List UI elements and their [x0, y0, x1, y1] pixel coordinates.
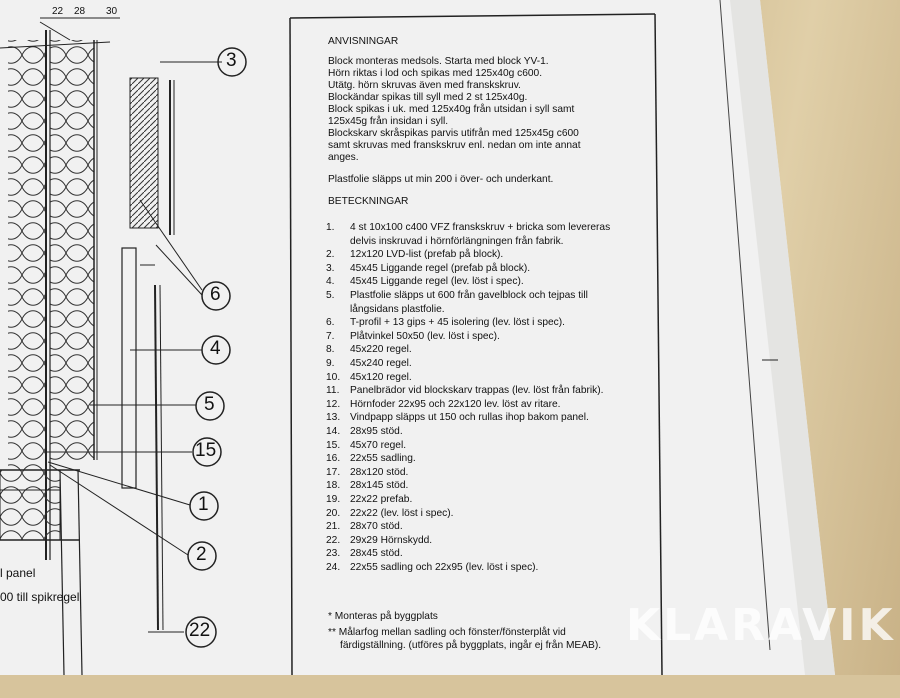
item-number: 6. — [326, 317, 335, 329]
instruction-line: Hörn riktas i lod och spikas med 125x40g c600. — [328, 68, 543, 79]
drawing-label: l panel — [0, 566, 36, 580]
item-text: Plåtvinkel 50x50 (lev. löst i spec). — [350, 330, 500, 342]
callout-number: 2 — [196, 544, 207, 565]
dimension-label: 28 — [74, 6, 86, 17]
heading-beteckningar: BETECKNINGAR — [328, 196, 409, 207]
list-item — [326, 562, 538, 575]
instruction-line: samt skruvas med franskskruv enl. nedan om inte annat — [328, 140, 581, 151]
list-item — [326, 276, 524, 289]
item-text: 28x70 stöd. — [350, 521, 403, 533]
item-number: 7. — [326, 330, 335, 342]
heading-anvisningar: ANVISNINGAR — [328, 36, 399, 47]
item-number: 23. — [326, 548, 341, 560]
item-text: 45x240 regel. — [350, 358, 412, 369]
list-item — [326, 222, 610, 235]
item-text: 4 st 10x100 c400 VFZ franskskruv + bricka som levereras — [350, 222, 611, 233]
footnote: färdigställning. (utföres på byggplats, ingår ej från MEAB). — [340, 640, 602, 651]
instruction-line: Blockändar spikas till syll med 2 st 125x40g. — [328, 92, 528, 103]
list-item — [326, 290, 588, 303]
item-text: 29x29 Hörnskydd. — [350, 534, 433, 546]
item-number: 14. — [326, 426, 341, 437]
item-text: 28x145 stöd. — [350, 480, 409, 492]
list-item — [326, 344, 412, 357]
item-text: 22x22 (lev. löst i spec). — [350, 507, 454, 519]
item-text: 22x55 sadling. — [350, 453, 416, 465]
callout-number: 4 — [210, 338, 221, 359]
item-number: 22. — [326, 534, 341, 546]
drawing-label: 00 till spikregel — [0, 590, 80, 604]
item-text: 28x95 stöd. — [350, 426, 403, 437]
dimension-label: 22 — [52, 6, 64, 17]
footnote: ** Målarfog mellan sadling och fönster/fönsterplåt vid — [328, 627, 566, 638]
item-text: långsidans plastfolie. — [350, 303, 445, 315]
item-number: 1. — [326, 222, 335, 233]
footnote: * Monteras på byggplats — [328, 611, 438, 622]
item-number: 15. — [326, 439, 341, 451]
item-number: 5. — [326, 290, 335, 301]
callout-number: 22 — [189, 620, 211, 641]
callout-number: 5 — [204, 394, 215, 415]
item-number: 21. — [326, 521, 341, 533]
item-number: 18. — [326, 480, 341, 492]
watermark-logo: KLARAVIK — [626, 600, 896, 651]
item-text: Hörnfoder 22x95 och 22x120 lev. löst av ritare. — [350, 398, 561, 410]
callout-number: 3 — [226, 50, 237, 71]
list-item — [326, 385, 603, 398]
list-item — [326, 399, 560, 412]
list-item — [326, 494, 412, 507]
list-item — [326, 358, 412, 371]
dimension-label: 30 — [106, 6, 118, 17]
item-number: 19. — [326, 494, 341, 505]
item-number: 13. — [326, 412, 341, 424]
list-item — [326, 508, 453, 521]
item-number: 9. — [326, 358, 335, 369]
item-number: 24. — [326, 562, 341, 573]
item-text: Panelbrädor vid blockskarv trappas (lev. löst från fabrik). — [350, 385, 604, 397]
item-text: 45x120 regel. — [350, 371, 412, 383]
item-text: 45x70 regel. — [350, 439, 407, 451]
list-item — [326, 331, 500, 344]
item-text: Vindpapp släpps ut 150 och rullas ihop bakom panel. — [350, 412, 589, 424]
list-item — [326, 535, 432, 548]
list-item — [326, 372, 412, 385]
item-text: T-profil + 13 gips + 45 isolering (lev. löst i spec). — [350, 317, 565, 329]
item-text: 45x220 regel. — [350, 344, 412, 356]
item-text: 45x45 Liggande regel (lev. löst i spec). — [350, 276, 524, 288]
item-text: 12x120 LVD-list (prefab på block). — [350, 249, 504, 261]
list-item — [326, 412, 589, 425]
list-item — [326, 263, 530, 276]
item-text: 28x45 stöd. — [350, 548, 403, 560]
item-number: 16. — [326, 453, 341, 465]
list-item — [326, 317, 565, 330]
instruction-line: Blockskarv skråspikas parvis utifrån med 125x45g c600 — [328, 128, 579, 139]
item-number: 12. — [326, 398, 341, 410]
item-number: 3. — [326, 262, 335, 274]
callout-number: 1 — [198, 494, 209, 515]
item-text: 28x120 stöd. — [350, 466, 409, 478]
item-number: 2. — [326, 249, 335, 261]
list-item — [326, 521, 403, 534]
instruction-line: 125x45g från insidan i syll. — [328, 116, 449, 127]
item-number: 17. — [326, 466, 341, 478]
list-item — [326, 236, 564, 249]
item-text: delvis inskruvad i hörnförlängningen från fabrik. — [350, 235, 564, 247]
item-number: 11. — [326, 385, 340, 397]
instruction-line: Block spikas i uk. med 125x40g från utsidan i syll samt — [328, 104, 575, 115]
instruction-line: anges. — [328, 152, 359, 163]
list-item — [326, 480, 408, 493]
list-item — [326, 304, 445, 317]
item-number: 10. — [326, 371, 341, 383]
item-number: 8. — [326, 344, 335, 356]
callout-number: 6 — [210, 284, 221, 305]
instruction-line: Utätg. hörn skruvas även med franskskruv. — [328, 80, 521, 91]
item-number: 4. — [326, 276, 335, 288]
list-item — [326, 426, 403, 439]
list-item — [326, 249, 503, 262]
item-text: Plastfolie släpps ut 600 från gavelblock och tejpas till — [350, 290, 588, 301]
list-item — [326, 453, 416, 466]
item-text: 45x45 Liggande regel (prefab på block). — [350, 262, 531, 274]
plastfolie-note: Plastfolie släpps ut min 200 i över- och underkant. — [328, 174, 554, 185]
callout-number: 15 — [195, 440, 217, 461]
item-number: 20. — [326, 507, 341, 519]
item-text: 22x55 sadling och 22x95 (lev. löst i spec). — [350, 562, 539, 573]
list-item — [326, 440, 406, 453]
item-text: 22x22 prefab. — [350, 494, 413, 505]
list-item — [326, 548, 403, 561]
instruction-line: Block monteras medsols. Starta med block YV-1. — [328, 56, 549, 67]
list-item — [326, 467, 408, 480]
notes-panel — [290, 18, 662, 698]
